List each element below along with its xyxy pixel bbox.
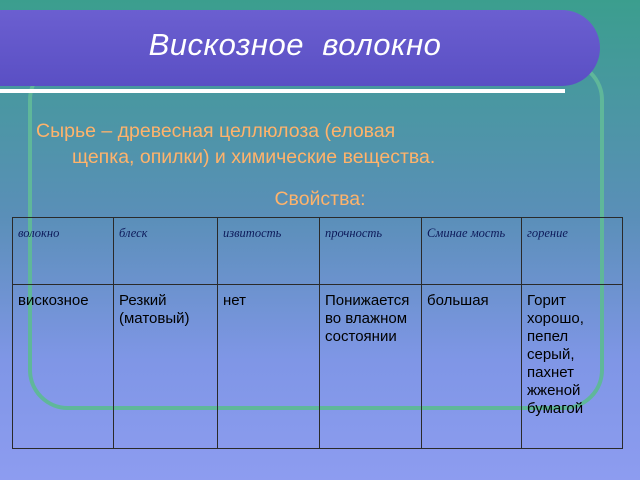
intro-line-1: Сырье – древесная целлюлоза (еловая: [36, 120, 396, 142]
cell-burning: Горит хорошо, пепел серый, пахнет жженой бумагой: [522, 285, 623, 449]
title-underline: [0, 89, 565, 93]
cell-fiber: вискозное: [13, 285, 114, 449]
cell-luster: Резкий (матовый): [114, 285, 218, 449]
intro-line-2: щепка, опилки) и химические вещества.: [72, 146, 436, 168]
header-cell-strength: прочность: [320, 218, 422, 285]
table-row: [13, 285, 623, 449]
header-cell-burning: горение: [522, 218, 623, 285]
header-cell-fiber: волокно: [13, 218, 114, 285]
header-cell-creasing: Сминае мость: [422, 218, 522, 285]
properties-table: [12, 217, 623, 449]
properties-heading: Свойства:: [274, 188, 366, 210]
header-cell-crimp: извитость: [218, 218, 320, 285]
cell-strength: Понижается во влажном состоянии: [320, 285, 422, 449]
table-header-row: [13, 218, 623, 285]
cell-crimp: нет: [218, 285, 320, 449]
intro-text: [36, 118, 596, 170]
cell-creasing: большая: [422, 285, 522, 449]
header-cell-luster: блеск: [114, 218, 218, 285]
slide-title: Вискозное волокно: [148, 27, 442, 62]
